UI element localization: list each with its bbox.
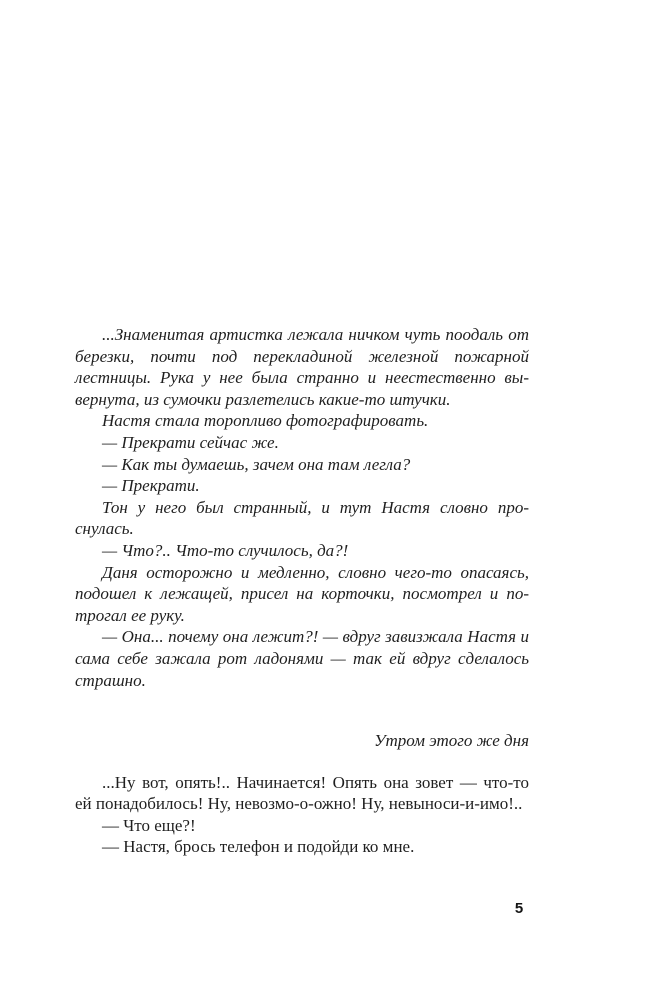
paragraph: ...Знаменитая артистка лежала ничком чуть поодаль от березки, почти под перекладиной железной пожарной лестницы. Рука у нее была странно и неестественно вывернута, из сумочки разлетелись какие-то штучки.	[75, 325, 529, 409]
scene-divider-heading: Утром этого же дня	[374, 731, 529, 751]
paragraph: — Что?.. Что-то случилось, да?!	[102, 540, 349, 560]
paragraph: Настя стала торопливо фотографировать.	[102, 411, 429, 431]
paragraph: — Прекрати.	[102, 476, 200, 496]
page-number: 5	[514, 900, 524, 917]
paragraph: Даня осторожно и медленно, словно чего-то опасаясь, подошел к лежащей, присел на корточки, посмотрел и потрогал ее руку.	[75, 562, 529, 625]
text-block	[75, 324, 529, 858]
paragraph: — Она... почему она лежит?! — вдруг завизжала Настя и сама себе зажала рот ладонями — так ей вдруг сделалось страшно.	[75, 627, 529, 690]
paragraph: ...Ну вот, опять!.. Начинается! Опять она зовет — что-то ей понадобилось! Ну, невозмо-о-ожно! Ну, невыноси-и-имо!..	[75, 772, 529, 814]
paragraph: — Как ты думаешь, зачем она там легла?	[102, 454, 411, 474]
paragraph: — Прекрати сейчас же.	[102, 432, 279, 452]
paragraph: Тон у него был странный, и тут Настя словно проснулась.	[75, 497, 529, 539]
scene-main-section	[75, 772, 529, 858]
paragraph: — Настя, брось телефон и подойди ко мне.	[102, 837, 415, 857]
scene-excerpt-section	[75, 324, 529, 691]
paragraph: — Что еще?!	[102, 815, 196, 835]
